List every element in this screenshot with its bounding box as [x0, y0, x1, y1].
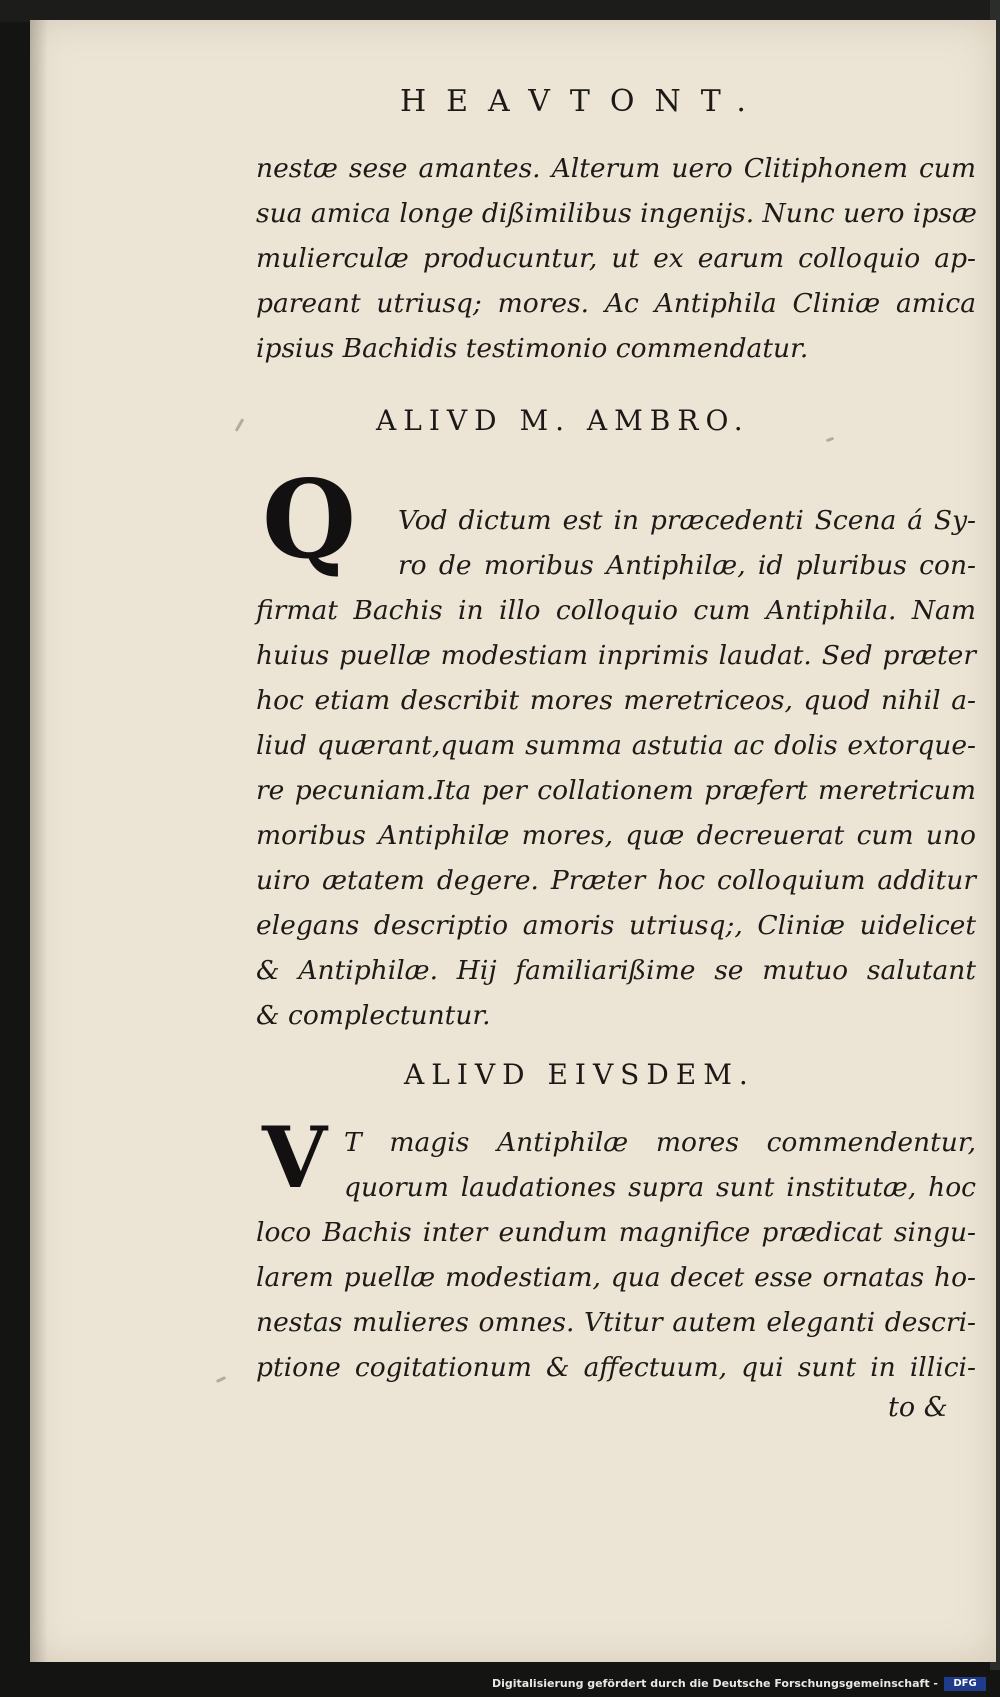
- text-line: elegans descriptio amoris utriusq;, Cliniæ uidelicet: [256, 910, 976, 941]
- text-line: hoc etiam describit mores meretriceos, quod nihil a-: [256, 685, 976, 716]
- text-line: larem puellæ modestiam, qua decet esse ornatas ho-: [256, 1262, 976, 1293]
- text-line: moribus Antiphilæ mores, quæ decreuerat cum uno: [256, 820, 976, 851]
- text-line: pareant utriusq; mores. Ac Antiphila Cliniæ amica: [256, 288, 976, 319]
- text-line: liud quærant,quam summa astutia ac dolis extorque-: [256, 730, 976, 761]
- intro-paragraph: [256, 146, 976, 371]
- text-line: loco Bachis inter eundum magnifice prædicat singu-: [256, 1217, 976, 1248]
- text-line: ipsius Bachidis testimonio commendatur.: [256, 333, 809, 364]
- text-line: Vod dictum est in præcedenti Scena á Sy-: [398, 505, 976, 536]
- text-line: huius puellæ modestiam inprimis laudat. Sed præter: [256, 640, 976, 671]
- catchword: to &: [888, 1392, 948, 1423]
- text-line: ro de moribus Antiphilæ, id pluribus con-: [398, 550, 976, 581]
- section2-second-line: [344, 1165, 976, 1210]
- text-line: T magis Antiphilæ mores commendentur,: [344, 1127, 976, 1158]
- section1-paragraph-indented: [398, 498, 976, 588]
- text-line: uiro ætatem degere. Præter hoc colloquium additur: [256, 865, 976, 896]
- digitization-credit: Digitalisierung gefördert durch die Deutsche Forschungsgemeinschaft -: [491, 1677, 938, 1690]
- section-heading-aliud-ambro: ALIVD M. AMBRO.: [376, 404, 750, 437]
- section2-first-line: [344, 1120, 976, 1165]
- section1-paragraph: [256, 588, 976, 1038]
- text-line: firmat Bachis in illo colloquio cum Antiphila. Nam: [256, 595, 976, 626]
- section-heading-aliud-eiusdem: ALIVD EIVSDEM.: [404, 1058, 755, 1091]
- running-head: HEAVTONT.: [400, 84, 766, 119]
- text-line: nestas mulieres omnes. Vtitur autem eleganti descri-: [256, 1307, 976, 1338]
- text-line: nestæ sese amantes. Alterum uero Clitiphonem cum: [256, 153, 976, 184]
- text-line: sua amica longe dißimilibus ingenijs. Nunc uero ipsæ: [256, 198, 977, 229]
- text-line: ptione cogitationum & affectuum, qui sunt in illici-: [256, 1352, 976, 1383]
- section2-paragraph: [256, 1210, 976, 1390]
- text-line: & Antiphilæ. Hij familiarißime se mutuo salutant: [256, 955, 976, 986]
- text-line: mulierculæ producuntur, ut ex earum colloquio ap-: [256, 243, 976, 274]
- scan-border-top: [0, 0, 1000, 22]
- drop-cap-q: Q: [262, 457, 357, 583]
- drop-cap-v: V: [262, 1108, 328, 1207]
- page-gutter-shadow: [30, 20, 48, 1662]
- text-line: & complectuntur.: [256, 1000, 491, 1031]
- text-line: quorum laudationes supra sunt institutæ, hoc: [344, 1172, 976, 1203]
- dfg-logo: DFG: [944, 1677, 986, 1691]
- text-line: re pecuniam.Ita per collationem præfert meretricum: [256, 775, 976, 806]
